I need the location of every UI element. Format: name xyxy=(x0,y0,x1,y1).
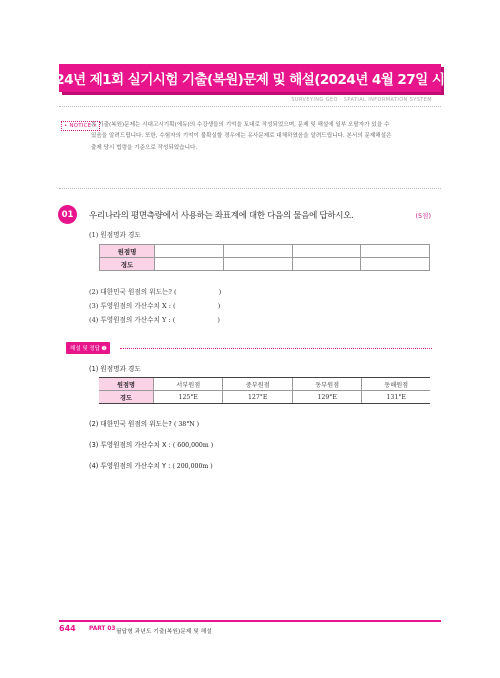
table-row xyxy=(100,258,430,271)
blank-cell xyxy=(223,245,292,258)
answer-divider xyxy=(120,348,432,349)
question-number: 01 xyxy=(58,205,77,224)
blank-cell xyxy=(155,245,224,258)
close-paren: ) xyxy=(217,302,221,310)
page-title: 2024년 제1회 실기시험 기출(복원)문제 및 해설(2024년 4월 27일 시행) xyxy=(37,72,463,88)
blank-cell xyxy=(292,245,361,258)
answer-badge: 해설 및 정답 ➊ xyxy=(66,342,110,354)
notice-text xyxy=(91,120,441,154)
page-number: 644 xyxy=(59,624,76,633)
notice-divider xyxy=(59,188,441,189)
header-divider xyxy=(59,106,441,107)
answer-sub2 xyxy=(89,418,199,428)
table-row xyxy=(99,378,430,391)
table-cell: 129°E xyxy=(292,391,361,404)
notice-line: 본 기출(복원)문제는 시대고시기획(에듀)의 수강생들의 기억을 토대로 작성되었으며, 문제 및 해설에 일부 오탈자가 있을 수 xyxy=(91,122,390,128)
answer-sub3-value: ( 600,000m ) xyxy=(172,442,214,449)
answer-sub2-label: (2) 대한민국 원점의 위도는? xyxy=(89,420,172,428)
table-cell: 125°E xyxy=(154,391,223,404)
question-text: 우리나라의 평면측량에서 사용하는 좌표계에 대한 다음의 물음에 답하시오. xyxy=(89,211,354,221)
table-header-cell: 원점명 xyxy=(99,378,154,391)
table-cell: 131°E xyxy=(362,391,430,404)
notice-badge: • NOTICE • xyxy=(61,121,100,131)
table-cell: 동부원점 xyxy=(292,378,361,391)
table-header-cell: 경도 xyxy=(100,258,155,271)
table-row xyxy=(99,391,430,404)
notice-line: 출제 당시 법령을 기준으로 작성되었습니다. xyxy=(91,144,198,151)
answer-sub4 xyxy=(89,460,213,470)
answer-sub3 xyxy=(89,439,213,449)
close-paren: ) xyxy=(218,288,222,296)
answer-table xyxy=(99,377,430,404)
table-header-cell: 원점명 xyxy=(100,245,155,258)
answer-sub1: (1) 원점명과 경도 xyxy=(89,365,141,373)
answer-sub4-value: ( 200,000m ) xyxy=(172,463,213,470)
blank-cell xyxy=(361,245,430,258)
question-table xyxy=(99,244,430,271)
blank-cell xyxy=(155,258,224,271)
table-header-cell: 경도 xyxy=(99,391,154,404)
answer-sub4-label: (4) 투영원점의 가산수치 Y : xyxy=(89,462,171,470)
footer-text: 필답형 과년도 기출(복원)문제 및 해설 xyxy=(116,629,212,635)
table-cell: 중부원점 xyxy=(223,378,292,391)
blank-cell xyxy=(361,258,430,271)
subtitle: SURVEYING GEO · SPATIAL INFORMATION SYSTEM xyxy=(291,97,432,103)
question-sub4 xyxy=(89,314,220,324)
question-sub4-label: (4) 투영원점의 가산수치 Y : ( xyxy=(89,316,176,324)
answer-sub3-label: (3) 투영원점의 가산수치 X : xyxy=(89,441,171,449)
answer-sub2-value: ( 38°N ) xyxy=(173,421,200,428)
table-cell: 동해원점 xyxy=(362,378,430,391)
question-sub1: (1) 원점명과 경도 xyxy=(89,231,141,239)
close-paren: ) xyxy=(217,316,220,324)
notice-line: 있음을 알려드립니다. 또한, 수험자의 기억이 불확실할 경우에는 유사문제로 대체하였음을 알려드립니다. 본서의 문제해설은 xyxy=(91,133,392,140)
footer-part: PART 03 xyxy=(89,626,116,632)
question-sub3 xyxy=(89,300,220,310)
table-cell: 서부원점 xyxy=(154,378,223,391)
question-sub2-label: (2) 대한민국 원점의 위도는? ( xyxy=(89,288,177,296)
table-row xyxy=(100,245,430,258)
question-points: (5점) xyxy=(415,212,431,220)
question-sub2 xyxy=(89,286,221,296)
table-cell: 127°E xyxy=(223,391,292,404)
blank-cell xyxy=(223,258,292,271)
title-banner xyxy=(37,64,463,92)
blank-cell xyxy=(292,258,361,271)
question-sub3-label: (3) 투영원점의 가산수치 X : ( xyxy=(89,302,176,310)
footer-rule xyxy=(59,620,441,622)
